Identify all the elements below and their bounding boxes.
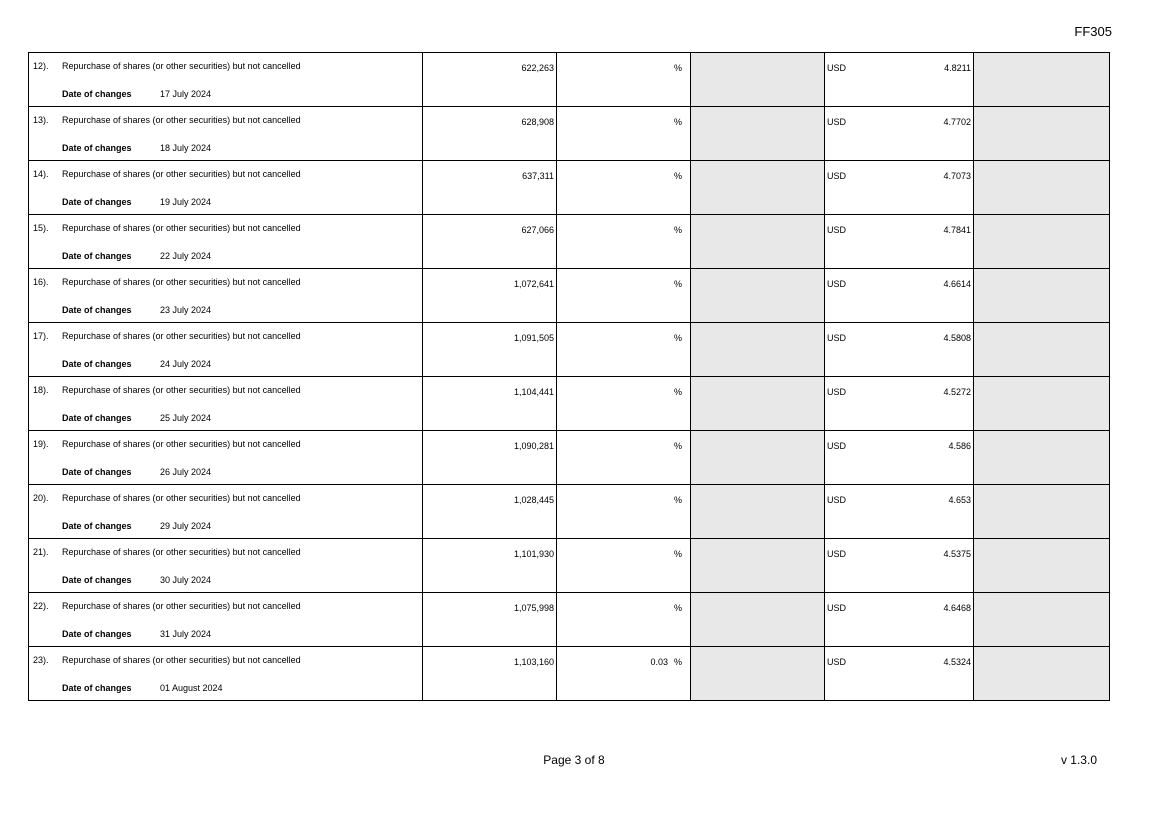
date-label: Date of changes [62,575,132,585]
description-cell [29,647,423,701]
percent-cell [557,593,691,647]
change-description: Repurchase of shares (or other securities) but not cancelled [62,493,301,503]
date-value: 01 August 2024 [160,683,223,693]
table-row [29,53,1110,107]
price-value: 4.6468 [943,603,971,613]
page-number: Page 3 of 8 [543,753,605,767]
currency: USD [827,495,847,505]
change-description: Repurchase of shares (or other securities) but not cancelled [62,439,301,449]
currency: USD [827,657,847,667]
price-cell [825,107,974,161]
row-index: 14). [33,169,49,179]
shaded-cell [691,485,825,539]
description-cell [29,323,423,377]
description-cell [29,431,423,485]
price-cell [825,269,974,323]
number-cell [423,323,557,377]
date-label: Date of changes [62,359,132,369]
shaded-cell [974,215,1110,269]
shaded-cell [691,539,825,593]
price-value: 4.5324 [943,657,971,667]
currency: USD [827,549,847,559]
percent-value: 0.03 [650,657,668,667]
number-cell [423,53,557,107]
change-description: Repurchase of shares (or other securities) but not cancelled [62,601,301,611]
shaded-cell [974,161,1110,215]
price-cell [825,161,974,215]
shaded-cell [691,53,825,107]
percent-sign: % [673,387,682,397]
shaded-cell [974,539,1110,593]
shaded-cell [691,377,825,431]
percent-cell [557,647,691,701]
date-label: Date of changes [62,629,132,639]
percent-sign: % [673,171,682,181]
date-label: Date of changes [62,413,132,423]
price-cell [825,647,974,701]
date-label: Date of changes [62,521,132,531]
percent-cell [557,377,691,431]
table-row [29,593,1110,647]
currency: USD [827,171,847,181]
percent-cell [557,323,691,377]
table-row [29,269,1110,323]
shaded-cell [691,647,825,701]
number-cell [423,539,557,593]
number-of-shares: 627,066 [521,225,554,235]
description-cell [29,485,423,539]
shaded-cell [974,53,1110,107]
percent-cell [557,215,691,269]
date-value: 22 July 2024 [160,251,212,261]
date-label: Date of changes [62,683,132,693]
currency: USD [827,63,847,73]
table-row [29,539,1110,593]
row-index: 12). [33,61,49,71]
date-label: Date of changes [62,305,132,315]
price-value: 4.7841 [943,225,971,235]
currency: USD [827,387,847,397]
number-cell [423,107,557,161]
shaded-cell [974,647,1110,701]
table-row [29,377,1110,431]
change-description: Repurchase of shares (or other securities) but not cancelled [62,655,301,665]
number-cell [423,593,557,647]
number-of-shares: 1,103,160 [513,657,554,667]
date-label: Date of changes [62,197,132,207]
shaded-cell [974,431,1110,485]
table-row [29,323,1110,377]
price-cell [825,593,974,647]
shaded-cell [974,485,1110,539]
price-cell [825,53,974,107]
date-label: Date of changes [62,143,132,153]
price-value: 4.5808 [943,333,971,343]
currency: USD [827,279,847,289]
table-row [29,215,1110,269]
shaded-cell [691,323,825,377]
date-label: Date of changes [62,89,132,99]
change-description: Repurchase of shares (or other securities) but not cancelled [62,331,301,341]
row-index: 16). [33,277,49,287]
price-cell [825,323,974,377]
row-index: 23). [33,655,49,665]
description-cell [29,53,423,107]
row-index: 15). [33,223,49,233]
percent-cell [557,161,691,215]
date-label: Date of changes [62,467,132,477]
row-index: 19). [33,439,49,449]
currency: USD [827,441,847,451]
price-value: 4.653 [948,495,971,505]
date-value: 30 July 2024 [160,575,212,585]
percent-sign: % [673,63,682,73]
percent-cell [557,53,691,107]
change-description: Repurchase of shares (or other securities) but not cancelled [62,61,301,71]
change-description: Repurchase of shares (or other securities) but not cancelled [62,223,301,233]
description-cell [29,107,423,161]
version-label: v 1.3.0 [1060,753,1097,767]
number-of-shares: 622,263 [521,63,554,73]
change-description: Repurchase of shares (or other securities) but not cancelled [62,169,301,179]
number-cell [423,431,557,485]
price-value: 4.5272 [943,387,971,397]
percent-sign: % [673,495,682,505]
percent-sign: % [673,603,682,613]
date-value: 18 July 2024 [160,143,212,153]
shaded-cell [974,107,1110,161]
description-cell [29,539,423,593]
description-cell [29,161,423,215]
date-value: 29 July 2024 [160,521,212,531]
price-cell [825,485,974,539]
percent-sign: % [673,117,682,127]
date-value: 31 July 2024 [160,629,212,639]
percent-sign: % [673,657,682,667]
date-value: 17 July 2024 [160,89,212,99]
price-cell [825,539,974,593]
row-index: 21). [33,547,49,557]
price-cell [825,377,974,431]
number-cell [423,647,557,701]
percent-sign: % [673,549,682,559]
table-body [29,53,1110,701]
shaded-cell [974,377,1110,431]
number-of-shares: 1,072,641 [513,279,554,289]
currency: USD [827,333,847,343]
table-row [29,647,1110,701]
table-row [29,107,1110,161]
change-description: Repurchase of shares (or other securities) but not cancelled [62,547,301,557]
number-of-shares: 1,091,505 [513,333,554,343]
shaded-cell [691,215,825,269]
number-of-shares: 637,311 [522,171,554,181]
currency: USD [827,225,847,235]
row-index: 22). [33,601,49,611]
description-cell [29,377,423,431]
shaded-cell [691,107,825,161]
number-cell [423,161,557,215]
number-of-shares: 1,090,281 [513,441,554,451]
percent-cell [557,485,691,539]
date-value: 23 July 2024 [160,305,212,315]
price-value: 4.8211 [944,63,971,73]
price-value: 4.6614 [943,279,971,289]
shaded-cell [691,593,825,647]
number-cell [423,377,557,431]
number-cell [423,485,557,539]
shaded-cell [691,431,825,485]
row-index: 18). [33,385,49,395]
percent-cell [557,269,691,323]
table-row [29,161,1110,215]
number-of-shares: 1,104,441 [513,387,554,397]
date-value: 19 July 2024 [160,197,212,207]
price-value: 4.586 [948,441,971,451]
price-cell [825,215,974,269]
shaded-cell [691,269,825,323]
shaded-cell [691,161,825,215]
number-of-shares: 1,101,930 [513,549,554,559]
currency: USD [827,603,847,613]
percent-cell [557,431,691,485]
price-cell [825,431,974,485]
description-cell [29,593,423,647]
percent-sign: % [673,333,682,343]
price-value: 4.7073 [943,171,971,181]
number-of-shares: 628,908 [521,117,554,127]
date-label: Date of changes [62,251,132,261]
number-cell [423,215,557,269]
table-row [29,431,1110,485]
shaded-cell [974,323,1110,377]
price-value: 4.7702 [943,117,971,127]
percent-sign: % [673,225,682,235]
date-value: 25 July 2024 [160,413,212,423]
row-index: 17). [33,331,49,341]
description-cell [29,215,423,269]
number-of-shares: 1,028,445 [513,495,554,505]
price-value: 4.5375 [943,549,971,559]
form-code: FF305 [1074,24,1112,39]
change-description: Repurchase of shares (or other securities) but not cancelled [62,277,301,287]
repurchase-table [28,52,1110,701]
currency: USD [827,117,847,127]
percent-cell [557,539,691,593]
shaded-cell [974,269,1110,323]
change-description: Repurchase of shares (or other securities) but not cancelled [62,385,301,395]
description-cell [29,269,423,323]
date-value: 24 July 2024 [160,359,212,369]
percent-sign: % [673,441,682,451]
number-of-shares: 1,075,998 [513,603,554,613]
shaded-cell [974,593,1110,647]
row-index: 13). [33,115,49,125]
date-value: 26 July 2024 [160,467,212,477]
row-index: 20). [33,493,49,503]
percent-cell [557,107,691,161]
table-row [29,485,1110,539]
change-description: Repurchase of shares (or other securities) but not cancelled [62,115,301,125]
percent-sign: % [673,279,682,289]
number-cell [423,269,557,323]
